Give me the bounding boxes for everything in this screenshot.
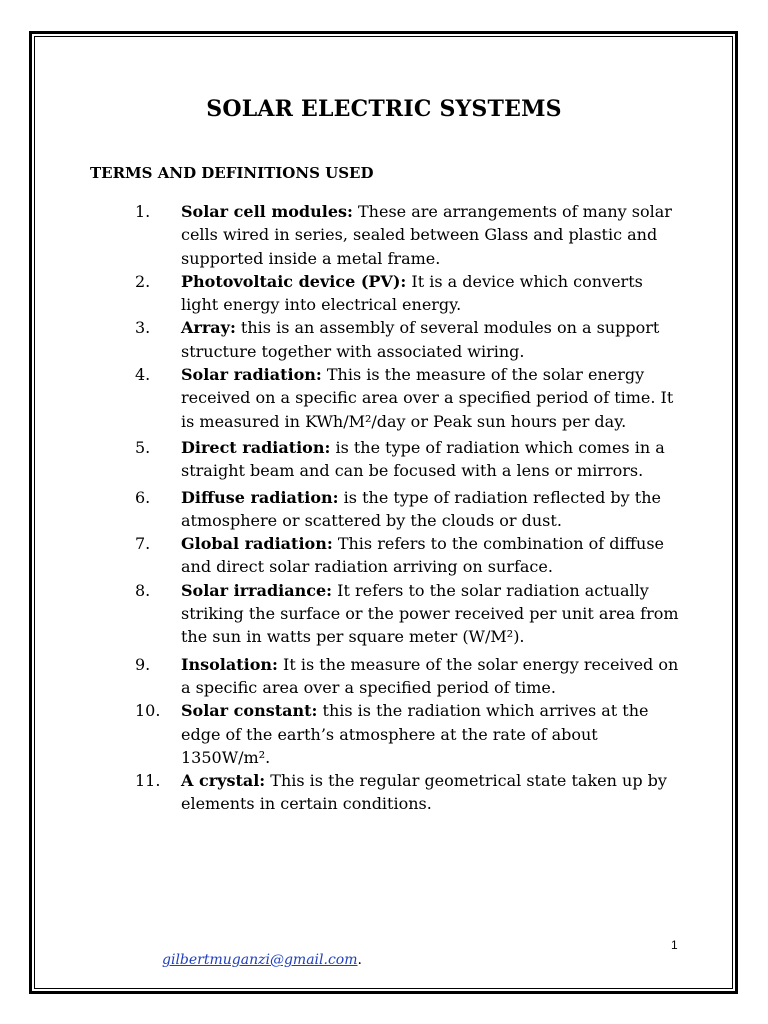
item-number: 5.: [135, 437, 151, 457]
footer-trailing: .: [357, 952, 362, 968]
item-term: Diffuse radiation:: [181, 487, 339, 507]
item-number: 8.: [135, 580, 151, 600]
item-definition: this is the radiation which arrives at the edge of the earth’s atmosphere at the rate of about 1350W/m².: [181, 701, 649, 767]
item-definition: is the type of radiation which comes in a straight beam and can be focused with a lens or mirrors.: [181, 437, 665, 481]
item-number: 10.: [135, 701, 161, 721]
item-term: Solar irradiance:: [181, 580, 333, 600]
item-number: 7.: [135, 534, 151, 554]
definition-item: [0, 653, 681, 700]
definition-item: [0, 532, 681, 579]
definition-item: [0, 270, 681, 317]
definition-item: [0, 579, 681, 649]
definition-item: [0, 486, 681, 533]
definition-item: [0, 200, 681, 270]
item-number: 6.: [135, 487, 151, 507]
item-term: A crystal:: [181, 771, 266, 791]
definition-item: [0, 769, 681, 816]
item-number: 2.: [135, 271, 151, 291]
page-number: 1: [671, 938, 678, 952]
item-definition: this is an assembly of several modules on a support structure together with associated wiring.: [181, 318, 660, 361]
item-definition: This is the measure of the solar energy received on a specific area over a specified period of time. It is measured in KWh/M²/day or Peak sun hours per day.: [181, 365, 674, 431]
definition-item: [0, 436, 681, 483]
item-term: Solar cell modules:: [181, 202, 353, 221]
item-definition: is the type of radiation reflected by the atmosphere or scattered by the clouds or dust.: [181, 487, 661, 530]
item-definition: It is a device which converts light energy into electrical energy.: [181, 271, 643, 315]
footer: [162, 952, 362, 968]
item-term: Solar radiation:: [181, 365, 322, 385]
definition-item: [0, 699, 681, 769]
definitions-list: [0, 200, 768, 816]
item-term: Direct radiation:: [181, 437, 331, 457]
section-heading: TERMS AND DEFINITIONS USED: [90, 164, 374, 182]
definition-item: [0, 316, 681, 363]
definition-item: [0, 363, 681, 433]
item-term: Solar constant:: [181, 701, 318, 721]
item-number: 4.: [135, 365, 151, 385]
document-title: SOLAR ELECTRIC SYSTEMS: [206, 96, 562, 122]
item-definition: It is the measure of the solar energy received on a specific area over a specified period of time.: [181, 654, 679, 697]
item-term: Global radiation:: [181, 534, 333, 554]
item-term: Insolation:: [181, 654, 278, 674]
item-term: Array:: [181, 318, 236, 338]
item-number: 1.: [135, 202, 151, 221]
item-definition: This refers to the combination of diffuse and direct solar radiation arriving on surface.: [181, 534, 664, 577]
item-number: 11.: [135, 771, 161, 791]
footer-email-link[interactable]: gilbertmuganzi@gmail.com: [162, 952, 358, 968]
item-number: 9.: [135, 654, 151, 674]
item-definition: It refers to the solar radiation actually striking the surface or the power received per unit area from the sun in watts per square meter (W/M²).: [181, 580, 679, 647]
item-definition: This is the regular geometrical state taken up by elements in certain conditions.: [181, 771, 667, 814]
item-definition: These are arrangements of many solar cells wired in series, sealed between Glass and plastic and supported inside a metal frame.: [181, 202, 672, 268]
item-number: 3.: [135, 318, 151, 338]
item-term: Photovoltaic device (PV):: [181, 271, 407, 291]
